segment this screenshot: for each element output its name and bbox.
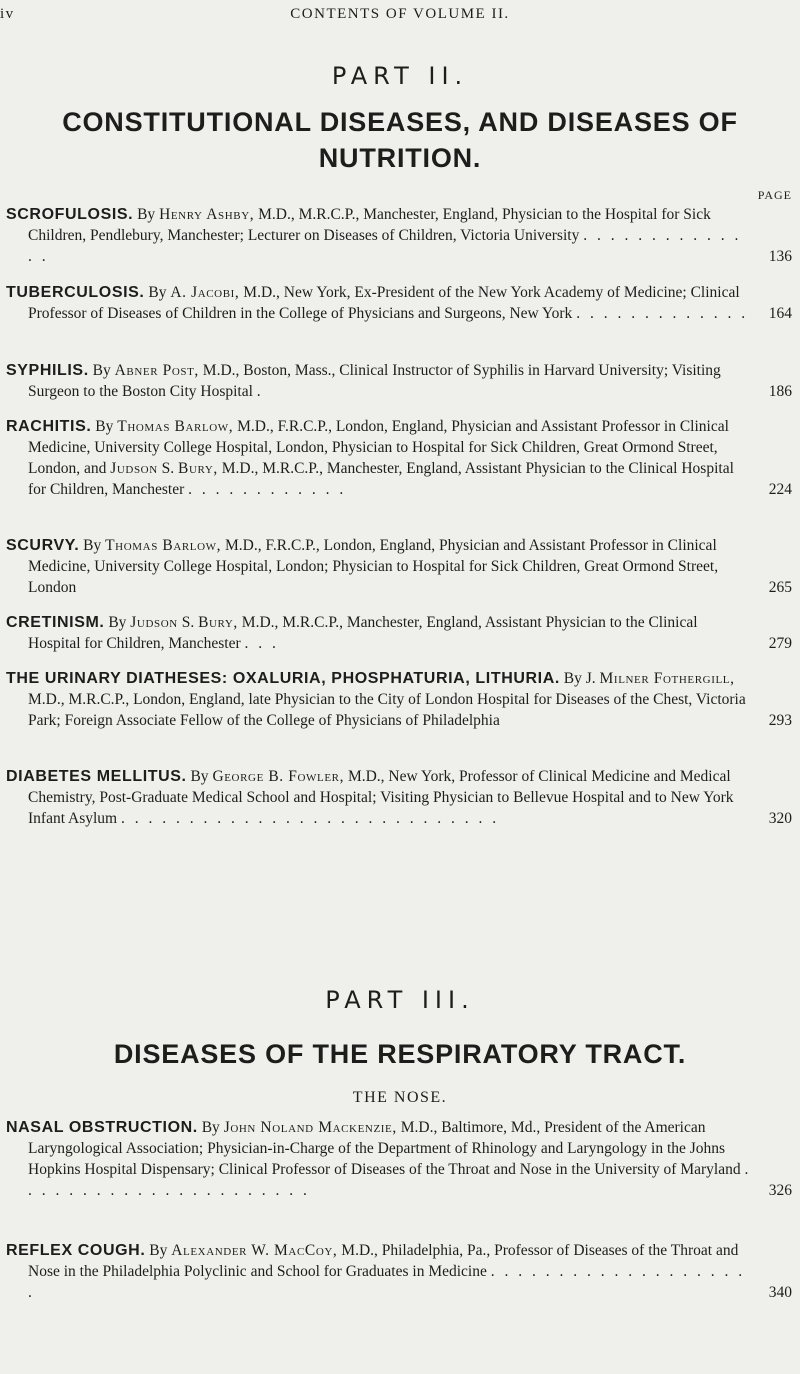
entry-heading: NASAL OBSTRUCTION. xyxy=(6,1119,198,1136)
entry-description: M.D., Philadelphia, Pa., Professor of Diseases of the Throat and Nose in the Philadelphia Polyclinic and School for Graduates in Medicine xyxy=(28,1242,739,1280)
entry-description-2: M.D., M.R.C.P., Manchester, England, Assistant Physician to the Clinical Hospital for Children, Manchester xyxy=(28,614,698,652)
entry-page-number[interactable]: 279 xyxy=(768,635,792,652)
toc-entry-diabetes-mellitus[interactable] xyxy=(6,766,792,829)
entry-heading: SYPHILIS. xyxy=(6,362,89,379)
entry-description-2: S. xyxy=(161,460,175,477)
entry-heading: SCURVY. xyxy=(6,537,80,554)
entry-description: M.D., M.R.C.P., Manchester, England, Physician to the Hospital for Sick Children, Pendlebury, Manchester; Lecturer on Diseases of Children, Victoria University xyxy=(28,206,711,244)
dot-leaders: . . . . . . . . . . . . . . . . . . . . . . . . . . . . xyxy=(121,810,500,827)
entry-author-2: Judson xyxy=(110,460,158,477)
entry-author: Thomas Barlow, xyxy=(105,537,222,554)
entry-heading: RACHITIS. xyxy=(6,418,92,435)
toc-entry-tuberculosis[interactable] xyxy=(6,282,792,324)
entry-description: M.D., F.R.C.P., London, England, Physician and Assistant Professor in Clinical Medicine, University College Hospital, London; Physician to Hospital for Sick Children, Great Ormond Street, London xyxy=(28,537,719,596)
entry-author-2: Bury, xyxy=(198,614,238,631)
part-2-title: CONSTITUTIONAL DISEASES, AND DISEASES OF NUTRITION. xyxy=(62,107,738,173)
toc-entry-syphilis[interactable] xyxy=(6,360,792,402)
entry-by: By xyxy=(137,206,156,223)
entry-by: By xyxy=(148,284,167,301)
part-3-title: DISEASES OF THE RESPIRATORY TRACT. xyxy=(113,1039,687,1069)
page-column-label: PAGE xyxy=(757,188,792,202)
entry-by: By xyxy=(201,1119,220,1136)
toc-entry-urinary-diatheses[interactable] xyxy=(6,668,792,731)
entry-page-number[interactable]: 265 xyxy=(768,579,792,596)
entry-by: By xyxy=(95,418,114,435)
toc-entry-reflex-cough[interactable] xyxy=(6,1240,792,1303)
toc-entry-nasal-obstruction[interactable] xyxy=(6,1117,792,1201)
entry-heading: CRETINISM. xyxy=(6,614,105,631)
entry-by: By xyxy=(92,362,111,379)
entry-page-number[interactable]: 320 xyxy=(768,810,792,827)
dot-leaders: . . . . . . . . . . . . . . xyxy=(28,227,742,265)
toc-entry-rachitis[interactable] xyxy=(6,416,792,500)
toc-entry-scurvy[interactable] xyxy=(6,535,792,598)
entry-author: Judson xyxy=(130,614,178,631)
entry-by: By xyxy=(149,1242,168,1259)
entry-by: By J. xyxy=(563,670,596,687)
dot-leaders: . . . . . . . . . . . . . . . . . . . . xyxy=(28,1263,746,1301)
entry-description: M.D., F.R.C.P., London, England, Physician and Assistant Professor in Clinical Medicine, University College Hospital, London, Physician to Hospital for Sick Children, Great Ormond Street, London, and xyxy=(28,418,729,477)
toc-entry-cretinism[interactable] xyxy=(6,612,792,654)
entry-author: Abner Post, xyxy=(114,362,199,379)
entry-author: Henry Ashby, xyxy=(159,206,255,223)
dot-leaders: . . . xyxy=(244,635,279,652)
page-number: iv xyxy=(0,6,15,22)
entry-author: John Noland Mackenzie, xyxy=(223,1119,397,1136)
entry-by: By xyxy=(190,768,209,785)
entry-description: S. xyxy=(181,614,195,631)
entry-author: A. Jacobi, xyxy=(170,284,240,301)
entry-page-number[interactable]: 293 xyxy=(768,712,792,729)
page-title: CONTENTS OF VOLUME II. xyxy=(290,6,510,22)
dot-leaders: . . . . . . . . . . . . . xyxy=(576,305,749,322)
toc-entry-scrofulosis[interactable] xyxy=(6,204,792,267)
entry-description-3: M.D., M.R.C.P., Manchester, England, Assistant Physician to the Clinical Hospital for Children, Manchester xyxy=(28,460,734,498)
entry-heading: DIABETES MELLITUS. xyxy=(6,768,187,785)
entry-by: By xyxy=(83,537,102,554)
dot-leaders: . xyxy=(256,383,264,400)
entry-author-3: Bury, xyxy=(178,460,218,477)
dot-leaders: . . . . . . . . . . . . . . . . . . . . . . xyxy=(28,1161,752,1199)
entry-heading: THE URINARY DIATHESES: OXALURIA, PHOSPHATURIA, LITHURIA. xyxy=(6,670,560,687)
entry-heading: REFLEX COUGH. xyxy=(6,1242,146,1259)
entry-page-number[interactable]: 186 xyxy=(768,383,792,400)
entry-page-number[interactable]: 340 xyxy=(768,1284,792,1301)
entry-heading: TUBERCULOSIS. xyxy=(6,284,145,301)
entry-page-number[interactable]: 326 xyxy=(768,1182,792,1199)
dot-leaders: . . . . . . . . . . . . xyxy=(188,481,347,498)
entry-page-number[interactable]: 164 xyxy=(768,305,792,322)
entry-author: Thomas Barlow, xyxy=(117,418,234,435)
entry-heading: SCROFULOSIS. xyxy=(6,206,134,223)
part-3-label: PART III. xyxy=(325,986,475,1014)
entry-description: M.D., Boston, Mass., Clinical Instructor of Syphilis in Harvard University; Visiting Surgeon to the Boston City Hospital xyxy=(28,362,721,400)
part-2-label: PART II. xyxy=(331,62,469,90)
entry-description: M.D., M.R.C.P., London, England, late Physician to the City of London Hospital for Diseases of the Chest, Victoria Park; Foreign Associate Fellow of the College of Physicians of Philadelphia xyxy=(28,691,746,729)
entry-description: M.D., New York, Ex-President of the New York Academy of Medicine; Clinical Professor of Diseases of Children in the College of Physicians and Surgeons, New York xyxy=(28,284,740,322)
entry-page-number[interactable]: 224 xyxy=(768,481,792,498)
entry-author: Milner Fothergill, xyxy=(599,670,735,687)
running-head xyxy=(0,2,800,30)
entry-page-number[interactable]: 136 xyxy=(768,248,792,265)
entry-author: Alexander W. MacCoy, xyxy=(171,1242,338,1259)
entry-description: M.D., Baltimore, Md., President of the American Laryngological Association; Physician-in-Charge of the Department of Rhinology and Laryngology in the Johns Hopkins Hospital Dispensary; Clinical Professor of Diseases of the Throat and Nose in the University of Maryland xyxy=(28,1119,741,1178)
entry-by: By xyxy=(108,614,127,631)
subsection-heading: THE NOSE. xyxy=(352,1089,448,1106)
entry-description: M.D., New York, Professor of Clinical Medicine and Medical Chemistry, Post-Graduate Medical School and Hospital; Visiting Physician to Bellevue Hospital and to New York Infant Asylum xyxy=(28,768,734,827)
entry-author: George B. Fowler, xyxy=(212,768,345,785)
